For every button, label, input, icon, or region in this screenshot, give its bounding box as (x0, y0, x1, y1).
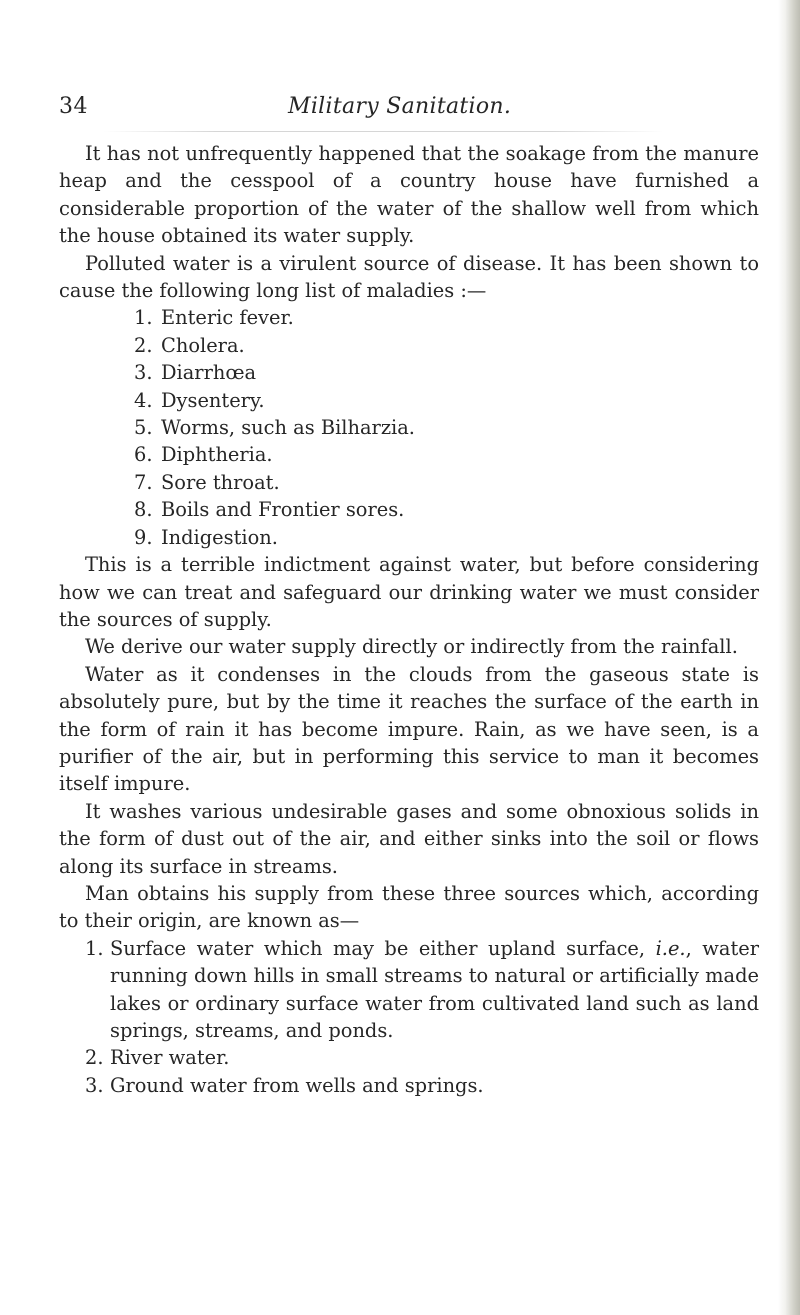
body-text (59, 140, 759, 1099)
list-number: 2. (85, 1046, 104, 1070)
paragraph: It has not unfrequently happened that the soakage from the manure heap and the cesspool of a country house have furnished a considerable proportion of the water of the shallow well from which the house obtained its water supply. (59, 142, 759, 248)
page-header (0, 94, 800, 124)
maladies-list (59, 304, 759, 551)
paragraph: Polluted water is a virulent source of disease. It has been shown to cause the following long list of maladies :— (59, 251, 759, 303)
list-text: Boils and Frontier sores. (161, 498, 405, 522)
list-item (59, 441, 759, 468)
list-item (59, 1044, 759, 1071)
list-text: Cholera. (161, 333, 245, 357)
paragraph: We derive our water supply directly or indirectly from the rainfall. (85, 635, 738, 659)
list-number: 7. (134, 470, 153, 494)
list-number: 2. (134, 333, 153, 357)
list-text: Dysentery. (161, 388, 265, 412)
list-text: Ground water from wells and springs. (110, 1073, 484, 1097)
list-text-italic: i.e. (655, 936, 686, 960)
list-item (59, 496, 759, 523)
list-number: 1. (85, 936, 104, 960)
list-item (59, 1072, 759, 1099)
list-item (59, 332, 759, 359)
running-title: Military Sanitation. (288, 94, 512, 119)
page-number: 34 (59, 94, 88, 119)
header-rule (104, 131, 664, 132)
list-item (59, 469, 759, 496)
list-number: 8. (134, 498, 153, 522)
sources-list (59, 935, 759, 1099)
list-text: Indigestion. (161, 525, 278, 549)
list-number: 9. (134, 525, 153, 549)
list-text (110, 935, 759, 1045)
list-item (59, 387, 759, 414)
list-item (59, 304, 759, 331)
list-number: 3. (134, 361, 153, 385)
list-text: Worms, such as Bilharzia. (161, 416, 415, 440)
list-text-part: Surface water which may be either upland surface, (110, 936, 656, 960)
list-text: Sore throat. (161, 470, 280, 494)
paragraph: It washes various undesirable gases and some obnoxious solids in the form of dust out of the air, and either sinks into the soil or flows along its surface in streams. (59, 799, 759, 878)
paragraph: This is a terrible indictment against water, but before considering how we can treat and safeguard our drinking water we must consider the sources of supply. (59, 553, 759, 631)
list-number: 6. (134, 443, 153, 467)
list-text: River water. (110, 1046, 230, 1070)
list-text-part: , water running down hills in small streams to natural or artificially made lakes or ordinary surface water from cultivated land such as land springs, streams, and ponds. (110, 936, 759, 1042)
list-item (59, 935, 759, 1045)
list-item (59, 359, 759, 386)
list-item (59, 414, 759, 441)
paragraph: Water as it condenses in the clouds from the gaseous state is absolutely pure, but by the time it reaches the surface of the earth in the form of rain it has become impure. Rain, as we have seen, is a purifier of the air, but in performing this service to man it becomes itself impure. (59, 662, 759, 796)
list-number: 4. (134, 388, 153, 412)
list-number: 5. (134, 416, 153, 440)
book-spine-edge (786, 0, 800, 1315)
list-text: Diphtheria. (161, 443, 273, 467)
page-edge-shadow (778, 0, 786, 1315)
list-number: 3. (85, 1073, 104, 1097)
list-text: Enteric fever. (161, 306, 294, 330)
paragraph: Man obtains his supply from these three sources which, according to their origin, are known as— (59, 881, 759, 933)
list-item (59, 524, 759, 551)
list-text: Diarrhœa (161, 361, 257, 385)
list-number: 1. (134, 306, 153, 330)
